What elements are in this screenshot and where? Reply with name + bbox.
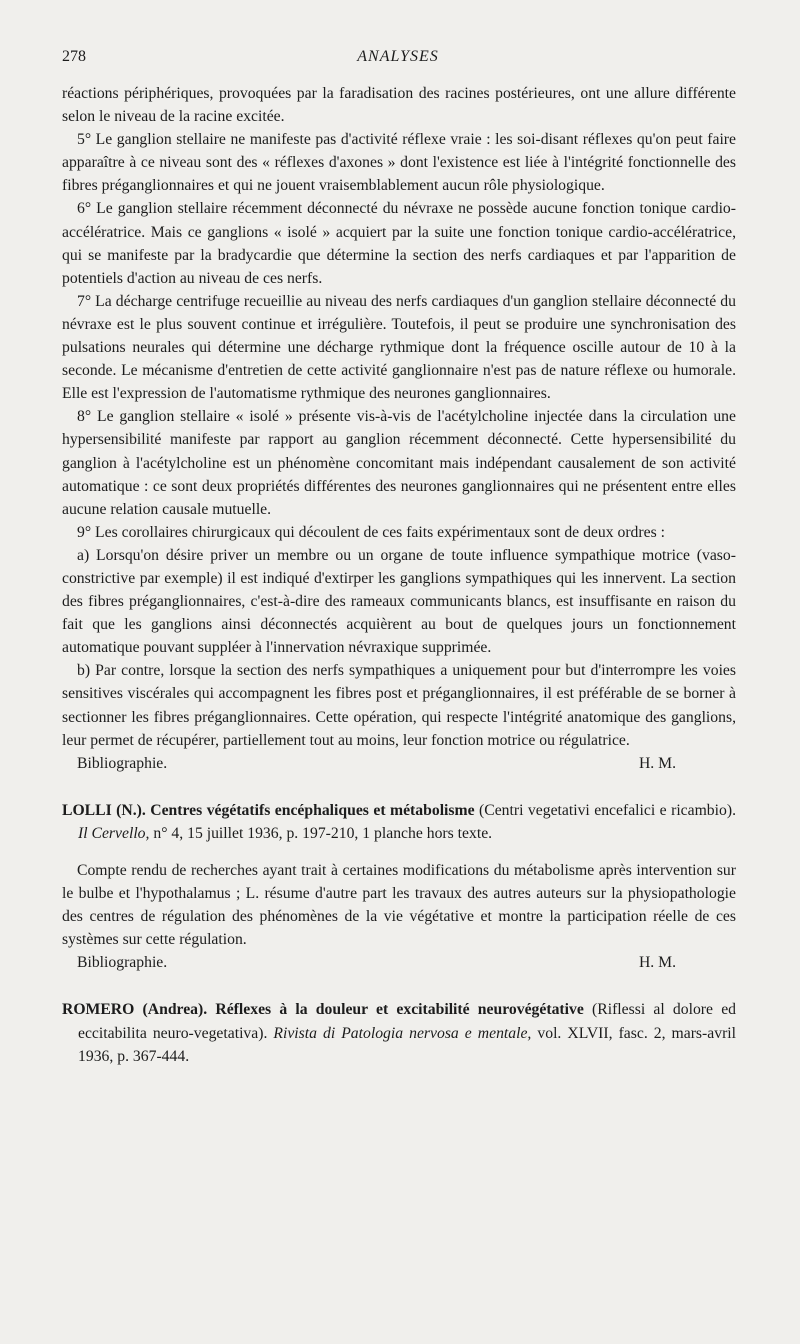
paragraph-point-9: 9° Les corollaires chirurgicaux qui découlent de ces faits expérimentaux sont de deux ordres : <box>77 523 665 541</box>
entry-journal: Il Cervello, <box>78 824 150 842</box>
entry-details: n° 4, 15 juillet 1936, p. 197-210, 1 planche hors texte. <box>153 824 493 842</box>
bibliography-entry-lolli <box>62 799 736 845</box>
page-header <box>62 48 734 72</box>
paragraph-point-5: 5° Le ganglion stellaire ne manifeste pas d'activité réflexe vraie : les soi-disant réflexes qu'on peut faire apparaître à ce niveau sont des « réflexes d'axones » dont l'existence est liée à l'intégrité fonctionnelle des fibres préganglionnaires et qui ne jouent vraisemblablement aucun rôle physiologique. <box>62 131 736 195</box>
signature-line <box>62 752 736 775</box>
paragraph-continuation: réactions périphériques, provoquées par la faradisation des racines postérieures, ont une allure différente selon le niveau de la racine excitée. <box>62 85 736 126</box>
entry-title: Réflexes à la douleur et excitabilité neurovégétative <box>215 1001 584 1019</box>
paragraph-point-9b: b) Par contre, lorsque la section des nerfs sympathiques a uniquement pour but d'interrompre les voies sensitives viscérales qui accompagnent les fibres post et préganglionnaires, il est préférable de se borner à sectionner les fibres préganglionnaires. Cette opération, qui respecte l'intégrité anatomique des ganglions, leur permet de récupérer, partiellement tout au moins, leur fonction motrice ou régulatrice. <box>62 662 736 749</box>
entry-original-title: (Centri vegetativi encefalici e ricambio). <box>479 801 737 819</box>
running-title: ANALYSES <box>357 48 439 65</box>
paragraph-point-6: 6° Le ganglion stellaire récemment déconnecté du névraxe ne possède aucune fonction tonique cardio-accélératrice. Mais ce ganglions « isolé » acquiert par la suite une fonction tonique cardio-accélératrice, qui se manifeste par la bradycardie que détermine la section des nerfs cardiaques et par l'apparition de potentiels d'action au niveau de ces nerfs. <box>62 200 736 287</box>
bibliography-label: Bibliographie. <box>77 954 168 972</box>
entry-author: ROMERO (Andrea). <box>62 1001 208 1019</box>
reviewer-initials: H. M. <box>638 954 676 972</box>
entry-author: LOLLI (N.). <box>62 801 146 819</box>
entry-journal: Rivista di Patologia nervosa e mentale, <box>273 1024 532 1042</box>
entry-abstract: Compte rendu de recherches ayant trait à certaines modifications du métabolisme après intervention sur le bulbe et l'hypothalamus ; L. résume d'autre part les travaux des autres auteurs sur la physiopathologie des centres de régulation des phénomènes de la vie végétative et montre la participation réelle de ces systèmes sur cette régulation. <box>62 862 736 949</box>
entry-title: Centres végétatifs encéphaliques et métabolisme <box>150 801 475 819</box>
page-body <box>62 82 736 1068</box>
entry-original-title: (Riflessi al dolore ed eccitabilita neuro-vegetativa). <box>78 1001 737 1042</box>
bibliography-entry-romero <box>62 998 736 1067</box>
reviewer-initials: H. M. <box>638 754 676 772</box>
signature-line <box>62 951 736 974</box>
bibliography-label: Bibliographie. <box>77 754 168 772</box>
paragraph-point-7: 7° La décharge centrifuge recueillie au niveau des nerfs cardiaques d'un ganglion stellaire déconnecté du névraxe est le plus souvent continue et irrégulière. Toutefois, il peut se produire une synchronisation des pulsations neurales qui détermine une décharge rythmique dont la fréquence oscille autour de 10 à la seconde. Le mécanisme d'entretien de cette activité ganglionnaire n'est pas de nature réflexe ou humorale. Elle est l'expression de l'automatisme rythmique des neurones ganglionnaires. <box>62 292 736 403</box>
page-number: 278 <box>62 48 86 65</box>
paragraph-point-8: 8° Le ganglion stellaire « isolé » présente vis-à-vis de l'acétylcholine injectée dans la circulation une hypersensibilité manifeste par rapport au ganglion récemment déconnecté. Cette hypersensibilité du ganglion à l'acétylcholine est un phénomène concomitant mais indépendant causalement de son activité automatique : ce sont deux propriétés différentes des neurones ganglionnaires qui ne présentent entre elles aucune relation causale mutuelle. <box>62 408 736 518</box>
paragraph-point-9a: a) Lorsqu'on désire priver un membre ou un organe de toute influence sympathique motrice (vaso-constrictive par exemple) il est indiqué d'extirper les ganglions sympathiques qui les innervent. La section des fibres préganglionnaires, c'est-à-dire des rameaux communicants blancs, est insuffisante en raison du fait que les ganglions ainsi déconnectés acquièrent au bout de quelques jours un fonctionnement automatique pouvant suppléer à l'innervation névraxique supprimée. <box>62 546 736 657</box>
entry-details: vol. XLVII, fasc. 2, mars-avril 1936, p. 367-444. <box>78 1024 737 1065</box>
